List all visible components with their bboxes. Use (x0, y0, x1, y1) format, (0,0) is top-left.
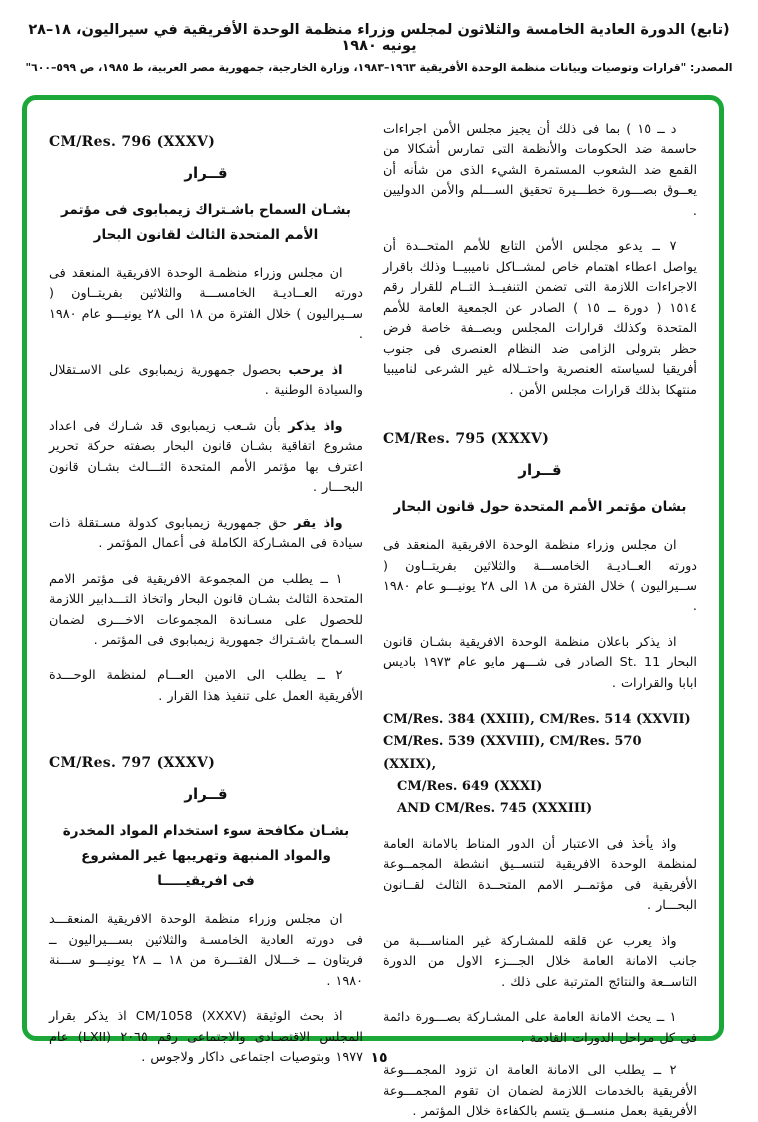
res797-preamble-1: ان مجلس وزراء منظمة الوحدة الافريقية المنعقـــد فى دورته العادية الخامسـة والثلاثين بســـيراليون ــ فريتاون ــ خـــلال الفتـــرة من ١٨ ــ ٢٨ يونيـــو ســـنة ١٩٨٠ . (49, 912, 363, 989)
page-header (24, 22, 734, 74)
resolution-type-797: قــرار (184, 785, 228, 804)
res796-p3-rest: بأن شـعب زيمبابوى قد شـارك فى اعداد مشروع اتفاقية بشـان قانون البحار بصفته حركة تحرير اعترف بها مؤتمر الأمم المتحدة الثـــالث بشـان قانون البحـــار . (49, 418, 363, 496)
res796-operative-2: ٢ ــ يطلب الى الامين العـــام لمنظمة الوحـــدة الأفريقية العمل على تنفيذ هذا القرار . (49, 668, 363, 704)
res795-preamble-1: ان مجلس وزراء منظمة الوحدة الافريقية المنعقد فى دورته العــاديـة الخامســـة والثلاثين بفريتــاون ( ســيراليون ) خلال الفترة من ١٨ الى ٢٨ يونيـــو عام ١٩٨٠ . (383, 538, 697, 615)
res796-p2-lead: اذ يرحب (288, 362, 343, 378)
res797-title-line-1: بشـان مكافحة سوء استخدام المواد المخدرة (62, 823, 350, 840)
res795-preamble-4: واذ يعرب عن قلقه للمشـاركة غير المناســـبة من جانب الامانة العامة خلال الجـــزء الاول من الدورة التاســعة والنتائج المترتبة على ذلك . (383, 933, 697, 990)
right-column (383, 120, 698, 1119)
session-title: (تابع) الدورة العادية الخامسة والثلاثون لمجلس وزراء منظمة الوحدة الأفريقية في سيراليون، ١٨–٢٨ يونيه ١٩٨٠ (28, 22, 730, 54)
resolution-title-795: بشان مؤتمر الأمم المتحدة حول قانون البحار (393, 499, 687, 516)
res796-p4-lead: واذ يقر (294, 515, 343, 531)
resolution-number-797: CM/Res. 797 (XXXV) (49, 755, 216, 772)
res796-preamble-3 (49, 417, 363, 499)
res796-preamble-2 (49, 361, 363, 402)
res795-preamble-3: واذ يأخذ فى الاعتبار أن الدور المناط بالامانة العامة لمنظمة الوحدة الافريقية لتنســيق انشطة المجمــوعة الأفريقية فى مؤتمــر الامم المتحــدة الثالث لقــانون البحـــار . (383, 836, 697, 914)
resolution-number-795: CM/Res. 795 (XXXV) (383, 431, 550, 448)
reslist-line-2: CM/Res. 539 (XXVIII), CM/Res. 570 (XXIX), (383, 734, 642, 772)
res796-title-line-1: بشـان السماح باشـتراك زيمبابوى فى مؤتمر (61, 202, 351, 218)
res795-operative-2: ٢ ــ يطلب الى الامانة العامة ان تزود المجمـــوعة الأفريقية بالخدمات اللازمة لضمان ان تقوم المجمـــوعة الأفريقية بعمل منســق يتسم بالكفاءة خلال المؤتمر . (383, 1063, 697, 1119)
reslist-line-4: AND CM/Res. 745 (XXXIII) (397, 800, 593, 816)
res797-preamble-2: اذ بحث الوثيقة CM/1058 (XXXV) اذ يذكر بقرار المجلس الاقتصـادى والاجتماعى رقم ٢٠٦٥ (LXII) عام ١٩٧٧ وبتوصيات اجتماعى داكار ولاجوس . (49, 1009, 363, 1066)
left-column (49, 120, 363, 1066)
res796-preamble-4 (49, 514, 363, 555)
res796-title-line-2: الأمم المتحدة الثالث لقانون البحار (93, 226, 319, 243)
paragraph-continuation-d15: د ــ ١٥ ) بما فى ذلك أن يجيز مجلس الأمن اجراءات حاسمة ضد الحكومات والأنظمة التى تمارس أشكالا من القمع ضد الشعوب المستمرة الشيء الذى من شأنه أن يعــوق بصـــورة خطـــيرة تحقيق الســـلم والأمن الدوليين . (383, 122, 697, 219)
resolution-title-797 (49, 819, 363, 894)
res796-operative-1: ١ ــ يطلب من المجموعة الافريقية فى مؤتمر الامم المتحدة الثالث بشـان قانون البحار واتخاذ التـــدابير اللازمة للحصول على مسـاندة المجموعات الاخـــرى لضمان السـماح باشـتراك جمهورية زيمبابوى فى المؤتمر . (49, 571, 363, 648)
source-citation: المصدر: "قرارات وتوصيات وبيانات منظمة الوحدة الأفريقية ١٩٦٣–١٩٨٣، وزارة الخارجية، جمهورية مصر العربية، ط ١٩٨٥، ص ٥٩٩–٦٠٠" (25, 61, 733, 74)
res796-p3-lead: واذ يذكر (288, 418, 343, 434)
res796-p4-rest: حق جمهورية زيمبابوى كدولة مسـتقلة ذات سيادة فى المشـاركة الكاملة فى أعمال المؤتمر . (49, 515, 363, 552)
res795-operative-1: ١ ــ يحث الامانة العامة على المشـاركة بصـــورة دائمة فى كل مراحل الدورات القادمة . (383, 1010, 697, 1046)
resolution-number-796: CM/Res. 796 (XXXV) (49, 134, 216, 150)
resolution-type-795: قــرار (518, 461, 562, 480)
resolution-title-796 (49, 198, 363, 248)
two-column-layout (27, 100, 719, 1119)
res796-p2-rest: بحصول جمهورية زيمبابوى على الاسـتقلال والسيادة الوطنية . (49, 362, 363, 399)
green-border-frame (22, 95, 724, 1119)
page-number: ١٥ (370, 1050, 388, 1066)
paragraph-point-7: ٧ ــ يدعو مجلس الأمن التابع للأمم المتحــدة أن يواصل اعطاء اهتمام خاص لمشــاكل ناميبيــا وذلك باقرار الاجراءات اللازمة التى تضمن التنفيــذ التــام للقرار رقم ١٥١٤ ( دورة ــ ١٥ ) الصادر عن الجمعية العامة للأمم المتحدة وكذلك قرارات المجلس وبصــفة خاصة فرض حظر بترولى الزامى ضد النظام العنصرى فى جنوب أفريقيا لسياسته العنصرية واحتــلاله غير الشرعى لناميبيا منتهكا بذلك قرارات مجلس الأمن . (383, 239, 698, 398)
res797-title-line-3: فى افريقيـــــا (157, 873, 255, 890)
resolution-type-796: قــرار (184, 164, 228, 182)
referenced-resolutions-list (383, 709, 697, 819)
res795-preamble-2: اذ يذكر باعلان منظمة الوحدة الافريقية بشـان قانون البحار St. 11 الصادر فى شـــهر مايو عام ١٩٧٣ باديس ابابا والقرارات . (383, 634, 697, 691)
reslist-line-1: CM/Res. 384 (XXIII), CM/Res. 514 (XXVII) (383, 712, 691, 728)
res796-preamble-1: ان مجلس وزراء منظمـة الوحدة الافريقية المنعقد فى دورته العــاديـة الخامســـة والثلاثين بفريتــاون ( ســيراليون ) خلال الفترة من ١٨ الى ٢٨ يونيـــو عام ١٩٨٠ . (49, 265, 363, 343)
res797-title-line-2: والمواد المنبهة وتهريبها غير المشروع (81, 848, 331, 865)
reslist-line-3: CM/Res. 649 (XXXI) (397, 778, 543, 794)
